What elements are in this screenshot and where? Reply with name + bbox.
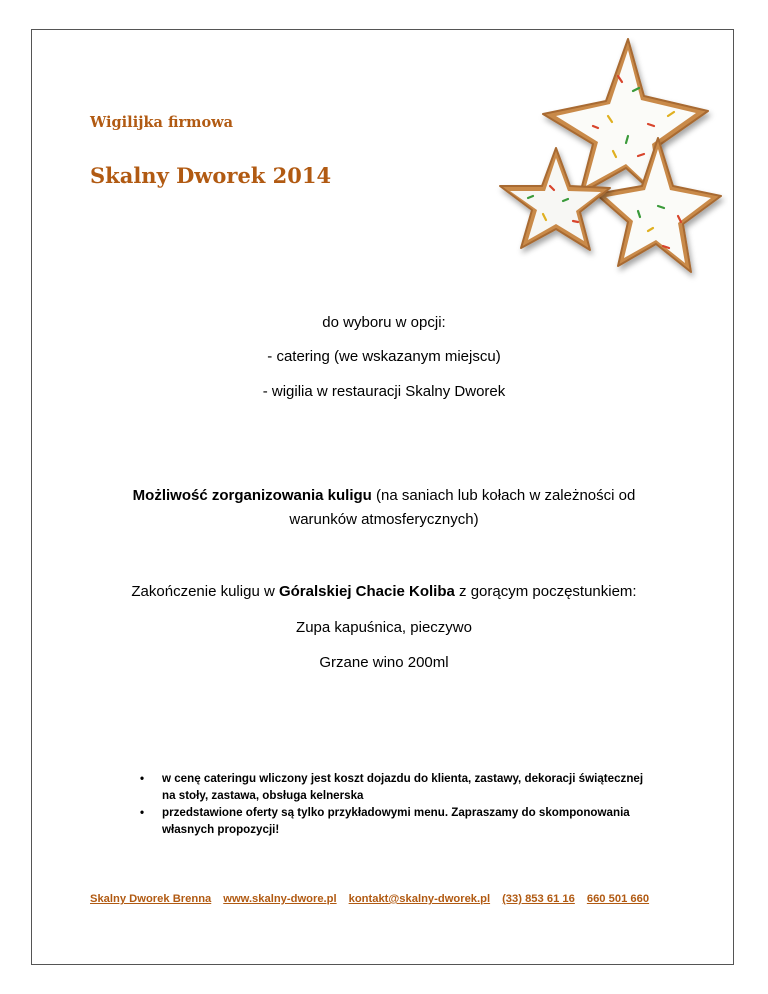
list-item	[140, 770, 680, 804]
food-item-1: Zupa kapuśnica, pieczywo	[296, 619, 472, 636]
document-subtitle: Wigilijka firmowa	[90, 114, 234, 131]
notes-list	[140, 770, 680, 838]
document-title: Skalny Dworek 2014	[90, 163, 332, 188]
bullet-icon: •	[140, 806, 145, 819]
kulig-bold: Możliwość zorganizowania kuligu	[132, 487, 372, 504]
footer-phone-2: 660 501 660	[586, 893, 650, 905]
ending-pre: Zakończenie kuligu w	[131, 583, 279, 600]
option-catering: - catering (we wskazanym miejscu)	[267, 348, 501, 365]
kulig-rest: (na saniach lub kołach w zależności od	[371, 487, 636, 504]
ending-bold: Góralskiej Chacie Koliba	[278, 583, 455, 600]
kulig-line-1	[0, 487, 768, 504]
note-2-line-1: przedstawione oferty są tylko przykładowymi menu. Zapraszamy do skomponowania	[162, 806, 630, 819]
options-intro: do wyboru w opcji:	[322, 314, 446, 331]
ending-line	[0, 583, 768, 600]
footer-name: Skalny Dworek Brenna	[90, 893, 212, 905]
note-1-line-1: w cenę cateringu wliczony jest koszt dojazdu do klienta, zastawy, dekoracji świątecznej	[162, 772, 644, 785]
bullet-icon: •	[140, 772, 145, 785]
food-item-2: Grzane wino 200ml	[319, 654, 449, 671]
list-item	[140, 804, 680, 838]
note-2-line-2: własnych propozycji!	[162, 823, 280, 836]
option-restaurant: - wigilia w restauracji Skalny Dworek	[262, 383, 506, 400]
kulig-line-2: warunków atmosferycznych)	[289, 511, 479, 528]
ending-post: z gorącym poczęstunkiem:	[454, 583, 637, 600]
footer-phone-1: (33) 853 61 16	[502, 893, 575, 905]
footer	[90, 893, 661, 905]
footer-email-link[interactable]: kontakt@skalny-dworek.pl	[348, 893, 491, 905]
footer-website-link[interactable]: www.skalny-dwore.pl	[223, 893, 337, 905]
gingerbread-stars-icon	[488, 36, 728, 296]
note-1-line-2: na stoły, zastawa, obsługa kelnerska	[162, 789, 364, 802]
